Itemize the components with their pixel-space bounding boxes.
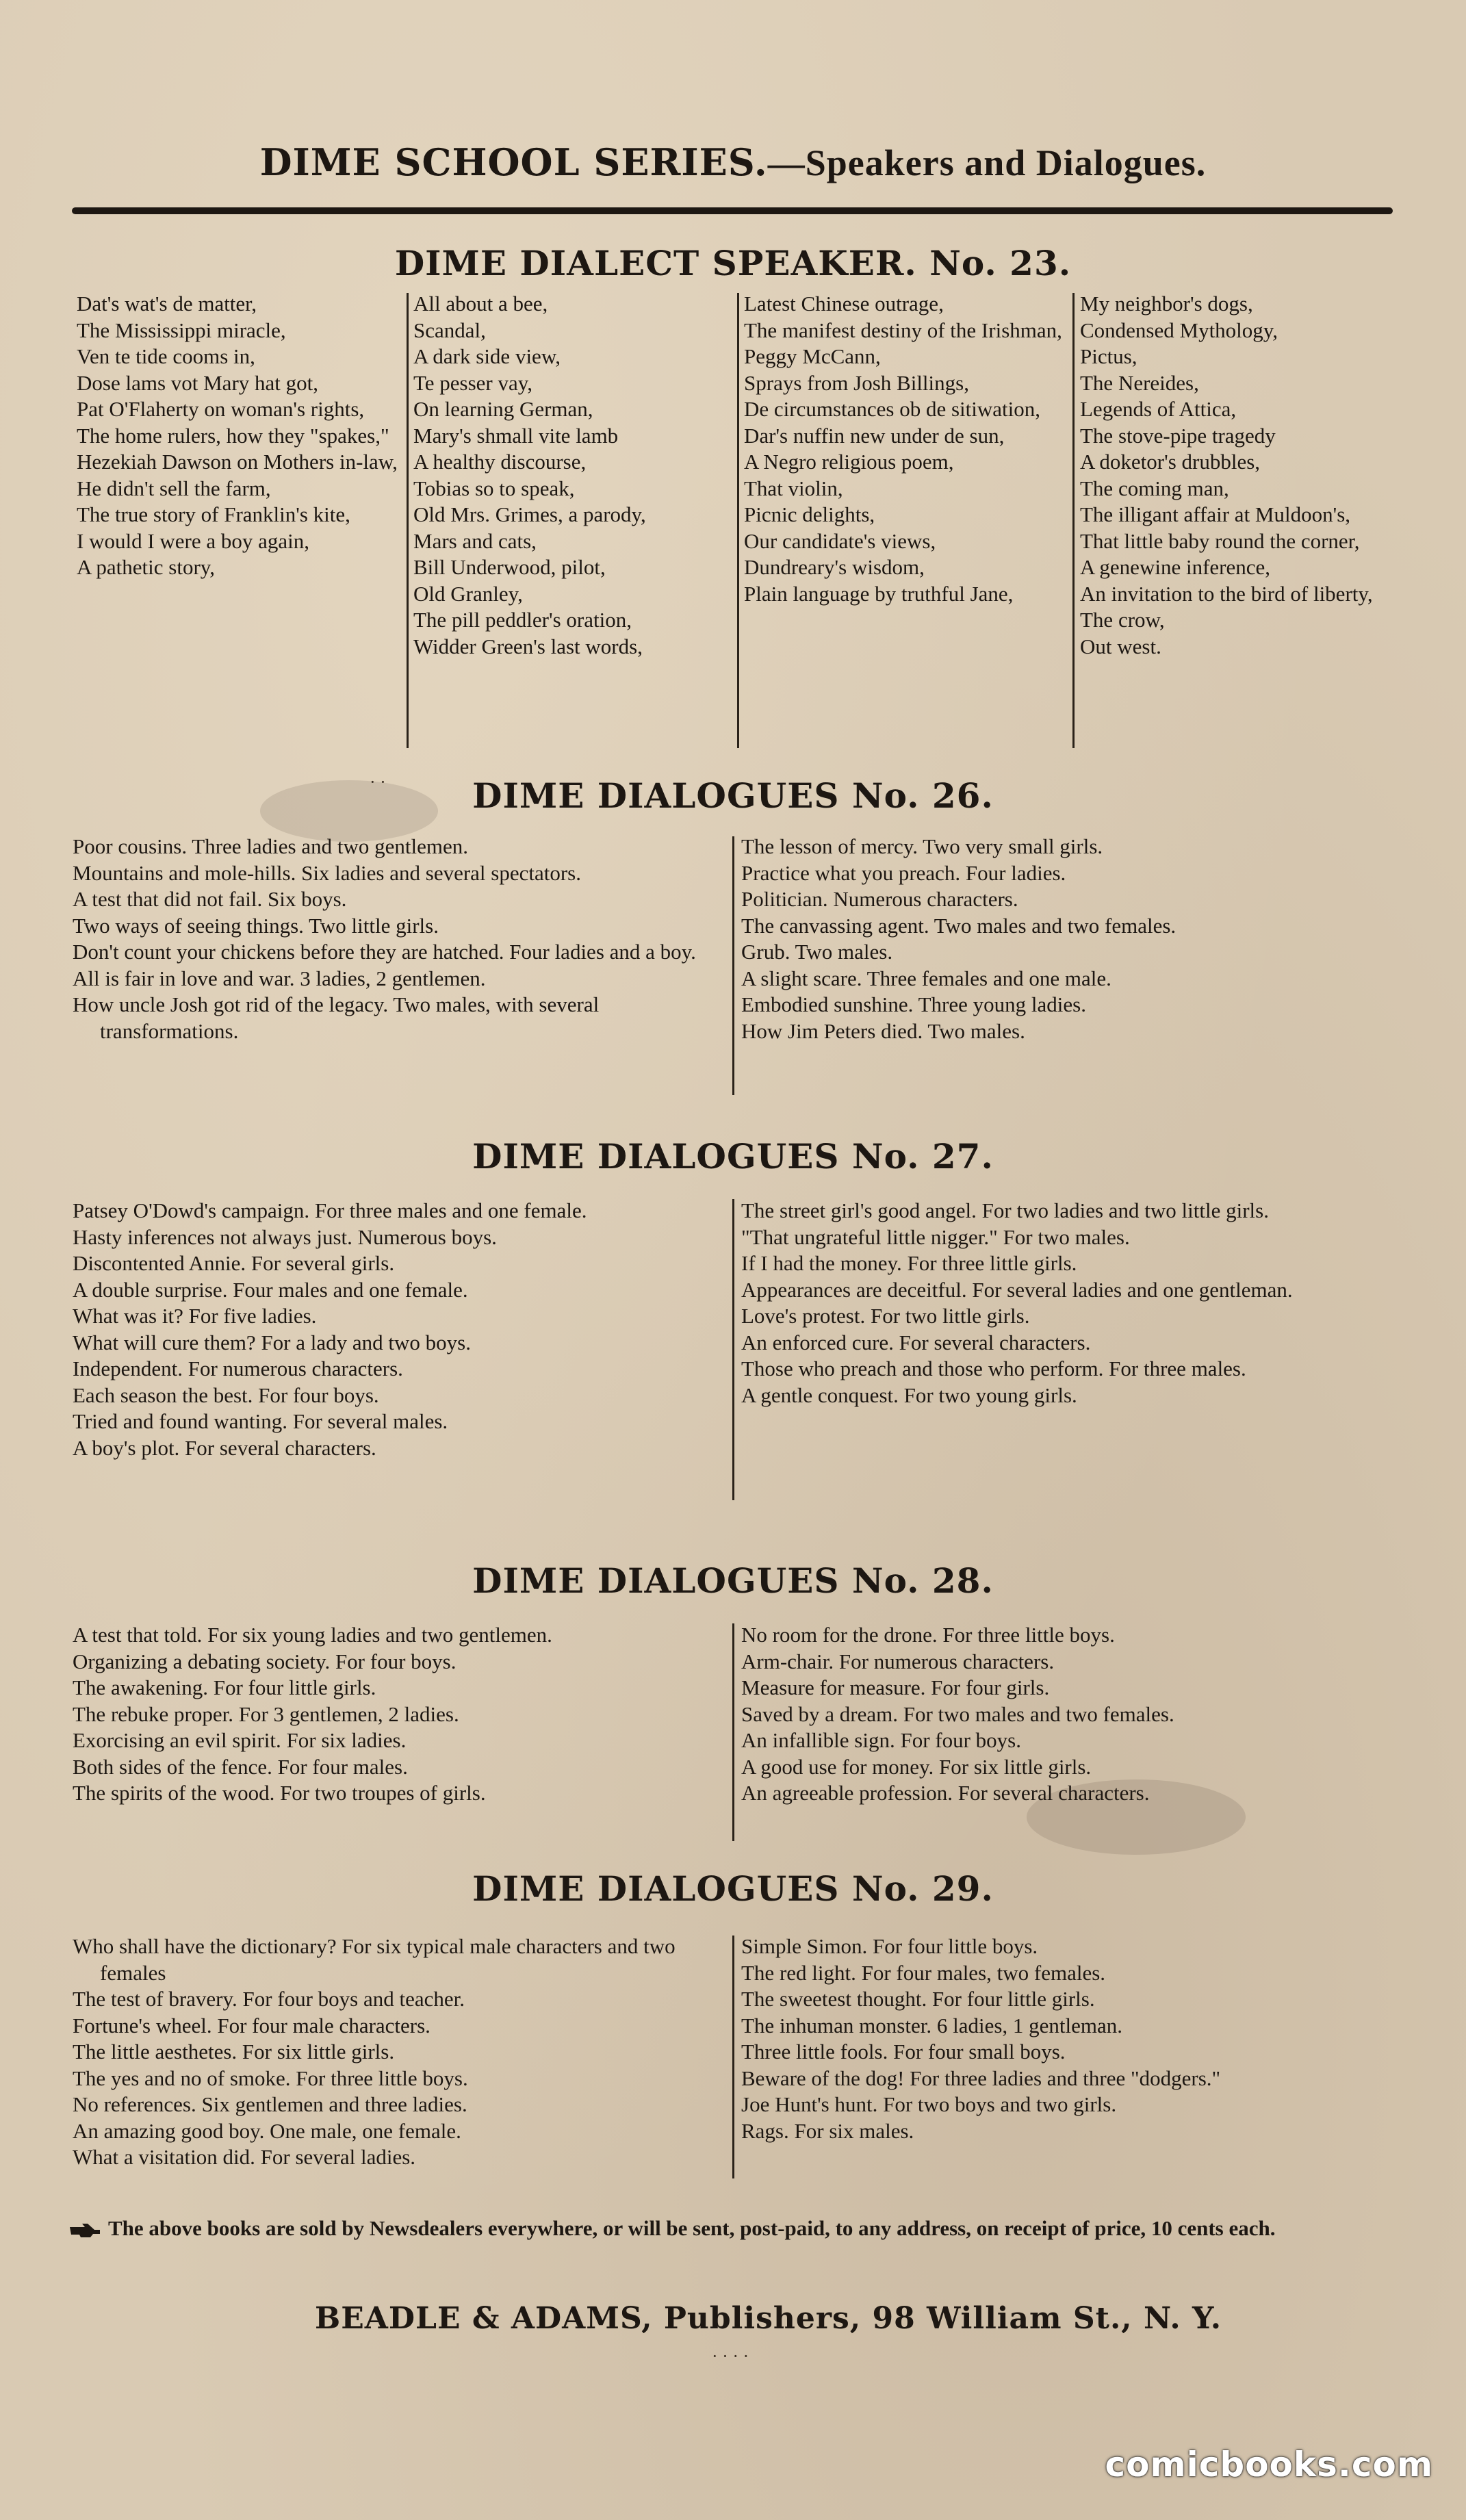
list-item: Pictus, [1080,344,1137,368]
list-item: De circumstances ob de sitiwation, [744,397,1041,421]
list-item: The test of bravery. For four boys and teacher. [73,1987,465,2011]
list-item: A pathetic story, [77,555,216,579]
list-item: How uncle Josh got rid of the legacy. Two males, with several transformations. [73,992,600,1043]
list-item: Each season the best. For four boys. [73,1383,379,1407]
list-item: Independent. For numerous characters. [73,1357,403,1380]
list-item: Ven te tide cooms in, [77,344,255,368]
column-divider [732,1623,734,1841]
list-item: Simple Simon. For four little boys. [741,1934,1038,1958]
list-item: Three little fools. For four small boys. [741,2040,1066,2063]
section-title-dialogues-27: DIME DIALOGUES No. 27. [472,1136,994,1177]
list-item: He didn't sell the farm, [77,476,271,500]
list-item: The sweetest thought. For four little girls. [741,1987,1095,2011]
list-item: The manifest destiny of the Irishman, [744,318,1062,342]
list-item: Old Mrs. Grimes, a parody, [413,502,646,526]
list-item: A double surprise. Four males and one female. [73,1277,468,1302]
watermark: comicbooks.com [1105,2445,1433,2484]
list-item: Both sides of the fence. For four males. [73,1754,408,1779]
list-item: What a visitation did. For several ladies. [73,2145,416,2169]
list-item: A healthy discourse, [413,450,587,474]
list-item: A gentle conquest. For two young girls. [741,1383,1077,1407]
list-item: How Jim Peters died. Two males. [741,1018,1025,1043]
speaker-23-column-2 [413,291,735,660]
list-item: Out west. [1080,634,1161,658]
list-item: Beware of the dog! For three ladies and three "dodgers." [741,2066,1221,2090]
list-item: The inhuman monster. 6 ladies, 1 gentleman. [741,2013,1123,2037]
list-item: The little aesthetes. For six little girls. [73,2040,395,2063]
list-item: The lesson of mercy. Two very small girls. [741,834,1103,858]
ordering-note-text: The above books are sold by Newsdealers everywhere, or will be sent, post-paid, to any address, on receipt of price, 10 cents each. [108,2216,1276,2240]
list-item: Grub. Two males. [741,940,893,964]
list-item: On learning German, [413,397,593,421]
list-item: Dat's wat's de matter, [77,292,257,316]
dialogues-26-left [73,834,721,1044]
list-item: Mary's shmall vite lamb [413,423,619,448]
list-item: The red light. For four males, two females. [741,1960,1106,1985]
list-item: My neighbor's dogs, [1080,292,1253,316]
ordering-note [68,2211,1383,2246]
list-item: Dar's nuffin new under de sun, [744,423,1005,448]
ornament: · · · · [712,2346,749,2366]
list-item: The Nereides, [1080,370,1199,395]
list-item: Rags. For six males. [741,2118,914,2143]
list-item: Bill Underwood, pilot, [413,555,606,579]
list-item: That violin, [744,476,843,500]
series-title: DIME SCHOOL SERIES. [259,140,768,184]
list-item: A Negro religious poem, [744,450,954,474]
list-item: An enforced cure. For several characters. [741,1330,1091,1354]
list-item: Tobias so to speak, [413,476,575,500]
list-item: An amazing good boy. One male, one female. [73,2118,461,2143]
list-item: Widder Green's last words, [413,634,643,658]
list-item: I would I were a boy again, [77,528,310,553]
list-item: A boy's plot. For several characters. [73,1435,376,1460]
list-item: Practice what you preach. Four ladies. [741,860,1066,885]
list-item: A doketor's drubbles, [1080,450,1261,474]
section-title-dialogues-28: DIME DIALOGUES No. 28. [472,1560,994,1601]
dialogues-29-left [73,1933,726,2171]
dialogues-26-right [741,834,1398,1044]
list-item: "That ungrateful little nigger." For two males. [741,1224,1130,1249]
speaker-23-column-3 [744,291,1066,607]
column-divider [732,836,734,1095]
list-item: Appearances are deceitful. For several ladies and one gentleman. [741,1277,1293,1302]
list-item: Hezekiah Dawson on Mothers in-law, [77,450,398,474]
list-item: Exorcising an evil spirit. For six ladies. [73,1728,407,1752]
list-item: Picnic delights, [744,502,875,526]
list-item: The home rulers, how they "spakes," [77,423,389,448]
list-item: A good use for money. For six little girls. [741,1754,1092,1779]
list-item: The canvassing agent. Two males and two females. [741,913,1176,938]
list-item: Peggy McCann, [744,344,881,368]
dialogues-27-left [73,1198,726,1461]
list-item: All about a bee, [413,292,548,316]
ornament: · · [370,772,386,792]
section-title-dialogues-29: DIME DIALOGUES No. 29. [472,1868,994,1909]
list-item: Two ways of seeing things. Two little girls. [73,913,439,938]
list-item: Mars and cats, [413,528,537,553]
section-title-dialogues-26: DIME DIALOGUES No. 26. [472,775,994,816]
list-item: A test that told. For six young ladies and two gentlemen. [73,1623,552,1647]
column-divider [1072,293,1075,748]
list-item: Measure for measure. For four girls. [741,1675,1050,1699]
list-item: The Mississippi miracle, [77,318,286,342]
list-item: Don't count your chickens before they are hatched. Four ladies and a boy. [73,940,696,964]
list-item: Embodied sunshine. Three young ladies. [741,992,1086,1016]
list-item: An infallible sign. For four boys. [741,1728,1021,1752]
masthead [68,140,1398,184]
list-item: Legends of Attica, [1080,397,1237,421]
list-item: Politician. Numerous characters. [741,887,1018,911]
list-item: The true story of Franklin's kite, [77,502,350,526]
list-item: That little baby round the corner, [1080,528,1360,553]
list-item: Who shall have the dictionary? For six typical male characters and two females [73,1934,676,1985]
list-item: What will cure them? For a lady and two boys. [73,1330,471,1354]
publisher-imprint: BEADLE & ADAMS, Publishers, 98 William St., N. Y. [315,2301,1222,2336]
list-item: Latest Chinese outrage, [744,292,944,316]
section-title-speaker-23: DIME DIALECT SPEAKER. No. 23. [394,243,1072,283]
dialogues-28-left [73,1622,726,1807]
list-item: An agreeable profession. For several characters. [741,1781,1150,1805]
list-item: Those who preach and those who perform. For three males. [741,1357,1246,1380]
list-item: The yes and no of smoke. For three little boys. [73,2066,468,2090]
list-item: Arm-chair. For numerous characters. [741,1649,1055,1673]
list-item: Patsey O'Dowd's campaign. For three males and one female. [73,1198,587,1222]
dialogues-28-right [741,1622,1398,1807]
list-item: Fortune's wheel. For four male characters. [73,2013,430,2037]
list-item: A test that did not fail. Six boys. [73,887,347,911]
column-divider [732,1936,734,2178]
list-item: Plain language by truthful Jane, [744,581,1014,606]
list-item: Saved by a dream. For two males and two females. [741,1701,1174,1726]
pointing-hand-icon [68,2222,101,2239]
list-item: Poor cousins. Three ladies and two gentlemen. [73,834,468,858]
list-item: The street girl's good angel. For two ladies and two little girls. [741,1198,1269,1222]
list-item: What was it? For five ladies. [73,1304,317,1328]
list-item: Dose lams vot Mary hat got, [77,370,319,395]
list-item: Joe Hunt's hunt. For two boys and two girls. [741,2092,1117,2116]
list-item: Dundreary's wisdom, [744,555,925,579]
list-item: A dark side view, [413,344,561,368]
list-item: An invitation to the bird of liberty, [1080,581,1373,606]
list-item: Old Granley, [413,581,523,606]
list-item: The illigant affair at Muldoon's, [1080,502,1351,526]
list-item: No references. Six gentlemen and three ladies. [73,2092,467,2116]
list-item: All is fair in love and war. 3 ladies, 2 gentlemen. [73,966,486,990]
column-divider [737,293,739,748]
dialogues-27-right [741,1198,1398,1409]
column-divider [407,293,409,748]
list-item: Mountains and mole-hills. Six ladies and several spectators. [73,860,581,885]
list-item: A genewine inference, [1080,555,1271,579]
list-item: The coming man, [1080,476,1229,500]
list-item: Discontented Annie. For several girls. [73,1251,395,1275]
list-item: The awakening. For four little girls. [73,1675,376,1699]
list-item: Tried and found wanting. For several males. [73,1409,448,1433]
list-item: No room for the drone. For three little boys. [741,1623,1115,1647]
list-item: Organizing a debating society. For four boys. [73,1649,456,1673]
column-divider [732,1199,734,1500]
list-item: Our candidate's views, [744,528,936,553]
list-item: Love's protest. For two little girls. [741,1304,1030,1328]
series-subtitle: —Speakers and Dialogues. [767,142,1207,183]
speaker-23-column-1 [77,291,398,581]
list-item: Hasty inferences not always just. Numerous boys. [73,1224,497,1249]
masthead-rule [72,207,1393,214]
dialogues-29-right [741,1933,1398,2144]
list-item: If I had the money. For three little girls. [741,1251,1077,1275]
list-item: The crow, [1080,608,1165,632]
list-item: A slight scare. Three females and one male. [741,966,1111,990]
list-item: Condensed Mythology, [1080,318,1278,342]
list-item: Pat O'Flaherty on woman's rights, [77,397,365,421]
list-item: The rebuke proper. For 3 gentlemen, 2 ladies. [73,1701,459,1726]
list-item: The pill peddler's oration, [413,608,632,632]
list-item: The spirits of the wood. For two troupes of girls. [73,1781,486,1805]
list-item: The stove-pipe tragedy [1080,423,1276,448]
list-item: Sprays from Josh Billings, [744,370,969,395]
list-item: Scandal, [413,318,486,342]
list-item: Te pesser vay, [413,370,532,395]
speaker-23-column-4 [1080,291,1402,660]
